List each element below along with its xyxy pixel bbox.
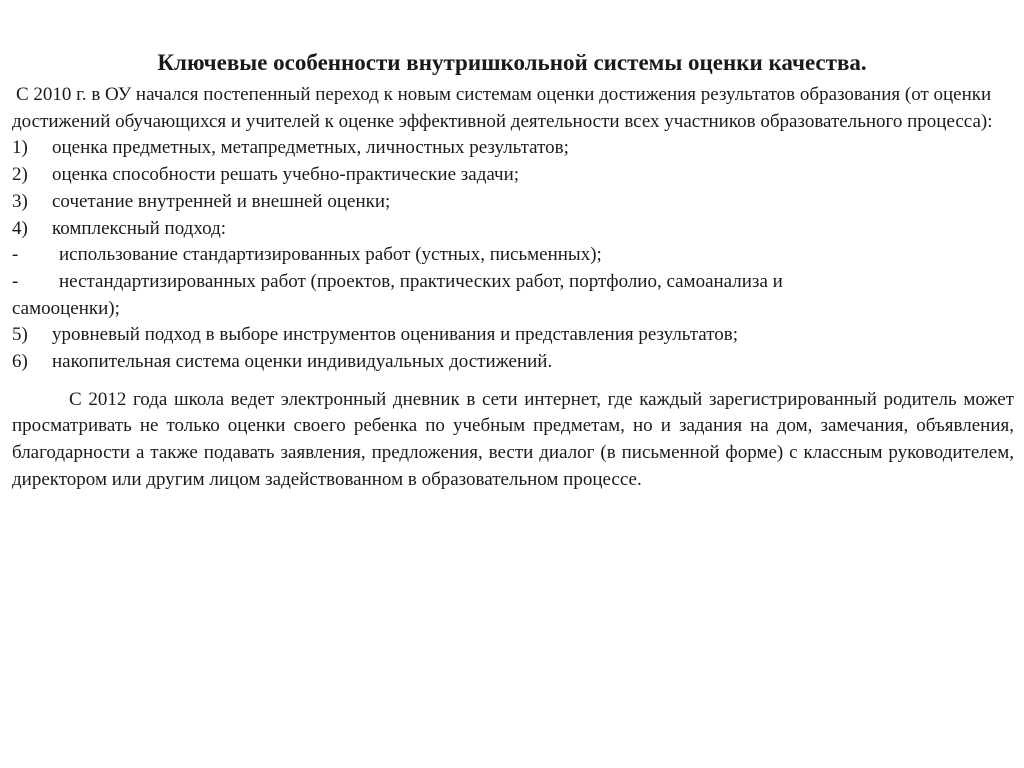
list-item-text: накопительная система оценки индивидуальных достижений.	[52, 351, 553, 373]
list-item	[12, 135, 1014, 162]
list-marker: 6)	[12, 351, 28, 373]
dash-marker: -	[12, 244, 19, 266]
list-marker: 2)	[12, 164, 28, 186]
list-marker: 3)	[12, 190, 28, 212]
list-item-text: уровневый подход в выборе инструментов оценивания и представления результатов;	[52, 324, 739, 346]
list-marker: 1)	[12, 137, 28, 159]
slide-title: Ключевые особенности внутришкольной системы оценки качества.	[157, 50, 867, 75]
list-item-text: комплексный подход:	[52, 217, 227, 239]
list-item	[12, 322, 1014, 349]
list-item-text: сочетание внутренней и внешней оценки;	[52, 190, 391, 212]
sub-list-item-text-continuation: самооценки);	[12, 297, 120, 319]
closing-paragraph: С 2012 года школа ведет электронный дневник в сети интернет, где каждый зарегистрированный родитель может просматривать не только оценки своего ребенка по учебным предметам, но и задания на дом, замечания, объявления, благодарности а также подавать заявления, предложения, вести диалог (в письменной форме) с классным руководителем, директором или другим лицом задействованном в образовательном процессе.	[12, 388, 1014, 490]
dash-marker: -	[12, 270, 19, 292]
sub-list-item-text: использование стандартизированных работ (устных, письменных);	[59, 244, 602, 266]
list-item	[12, 162, 1014, 189]
list-marker: 4)	[12, 217, 28, 239]
intro-paragraph: С 2010 г. в ОУ начался постепенный переход к новым системам оценки достижения результатов образования (от оценки достижений обучающихся и учителей к оценке эффективной деятельности всех участников образовательного процесса):	[12, 84, 993, 132]
list-item-text: оценка предметных, метапредметных, личностных результатов;	[52, 137, 569, 159]
list-item	[12, 216, 1014, 243]
sub-list-item	[12, 242, 1014, 269]
sub-list-item	[12, 269, 1014, 322]
list-item	[12, 349, 1014, 376]
list-item-text: оценка способности решать учебно-практические задачи;	[52, 164, 520, 186]
list-item	[12, 189, 1014, 216]
sub-list-item-text: нестандартизированных работ (проектов, практических работ, портфолио, самоанализа и	[59, 270, 783, 292]
list-marker: 5)	[12, 324, 28, 346]
slide-content	[12, 82, 1014, 494]
